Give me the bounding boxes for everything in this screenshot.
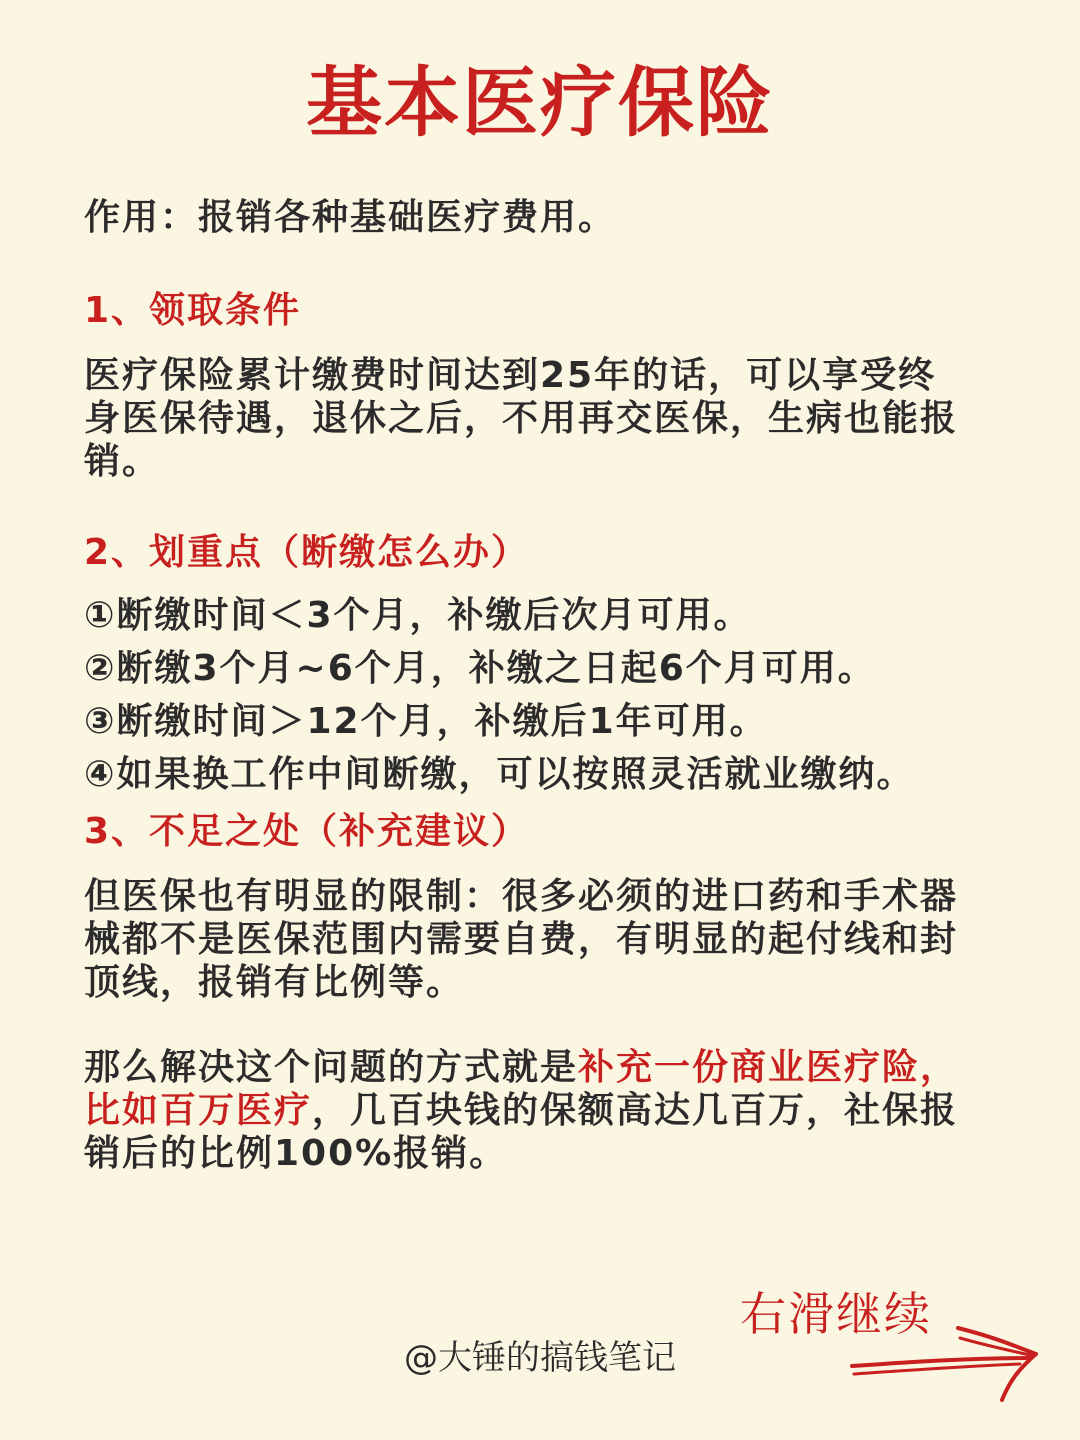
- section-heading-conditions: 1、领取条件: [84, 290, 302, 331]
- section-body-shortcomings: 但医保也有明显的限制：很多必须的进口药和手术器械都不是医保范围内需要自费，有明显的起付线和封顶线，报销有比例等。: [84, 876, 959, 1003]
- list-item: ④如果换工作中间断缴，可以按照灵活就业缴纳。: [84, 754, 915, 795]
- suggestion-suffix: ，几百块钱的保额高达几百万，社保报销后的比例100%报销。: [84, 1090, 959, 1174]
- section-body-suggestion: [84, 1046, 964, 1175]
- list-item: ③断缴时间＞12个月，补缴后1年可用。: [84, 701, 768, 742]
- author-signature: @大锤的搞钱笔记: [404, 1338, 676, 1378]
- list-item: ②断缴3个月~6个月，补缴之日起6个月可用。: [84, 648, 876, 689]
- intro-text: 作用：报销各种基础医疗费用。: [84, 197, 617, 238]
- key-points-list: [84, 594, 964, 796]
- section-heading-key-points: 2、划重点（断缴怎么办）: [84, 532, 530, 573]
- swipe-hint[interactable]: 右滑继续: [740, 1287, 932, 1341]
- page-title: 基本医疗保险: [306, 58, 774, 147]
- suggestion-prefix: 那么解决这个问题的方式就是: [84, 1047, 579, 1088]
- list-item: ①断缴时间＜3个月，补缴后次月可用。: [84, 595, 752, 636]
- suggestion-highlight: 补充一份商业医疗险，比如百万医疗: [84, 1047, 959, 1131]
- article-content: [84, 196, 964, 1175]
- section-body-conditions: 医疗保险累计缴费时间达到25年的话，可以享受终身医保待遇，退休之后，不用再交医保，生病也能报销。: [84, 355, 959, 482]
- section-heading-shortcomings: 3、不足之处（补充建议）: [84, 811, 530, 852]
